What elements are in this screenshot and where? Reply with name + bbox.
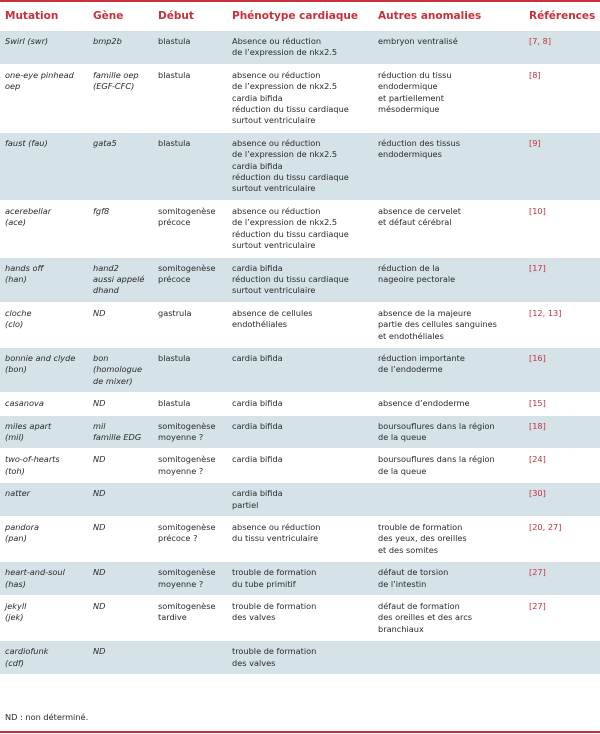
cell-debut-line: blastula [158, 36, 191, 46]
cell-phenotype [227, 449, 373, 483]
cell-references: [12, 13] [524, 302, 600, 347]
cell-gene [88, 449, 153, 483]
cell-phenotype-line: Absence ou réduction [232, 36, 322, 46]
cell-mutation-line: (jek) [5, 612, 24, 623]
cell-autres [373, 200, 524, 257]
cell-gene-line: gata5 [93, 137, 117, 148]
cell-gene-line: ND [93, 567, 106, 578]
header-gene: Gène [88, 2, 153, 31]
cell-mutation [0, 562, 88, 596]
cell-autres-line: des yeux, des oreilles [378, 533, 467, 544]
cell-phenotype [227, 393, 373, 415]
cell-mutation [0, 415, 88, 449]
cell-mutation [0, 517, 88, 562]
table-row [0, 200, 600, 257]
cell-autres-line: absence de la majeure [378, 307, 472, 318]
cell-phenotype-line: du tube primitif [232, 578, 296, 589]
table-row [0, 132, 600, 200]
cell-autres [373, 517, 524, 562]
cell-debut [153, 449, 227, 483]
cell-debut [153, 31, 227, 65]
cell-gene-line: bmp2b [93, 36, 122, 46]
cell-mutation-line: (has) [5, 578, 26, 589]
cell-mutation-line: one-eye pinhead [5, 69, 74, 80]
cell-autres-line: embryon ventralisé [378, 36, 458, 46]
cell-phenotype [227, 483, 373, 517]
cell-autres-line: et partiellement [378, 92, 444, 103]
cell-autres-line: défaut de torsion [378, 567, 449, 578]
cell-debut [153, 562, 227, 596]
cell-mutation-line: heart-and-soul [5, 567, 65, 578]
cell-debut-line: somitogenèse [158, 601, 216, 612]
cell-mutation-line: hands off [5, 262, 44, 273]
cell-phenotype-line: réduction du tissu cardiaque [232, 104, 349, 115]
cell-phenotype-line: absence ou réduction [232, 522, 321, 532]
cell-autres-line: et défaut cérébral [378, 217, 452, 228]
cell-phenotype-line: endothéliales [232, 319, 288, 330]
cell-debut [153, 302, 227, 347]
cell-mutation-line: (pan) [5, 533, 27, 544]
cell-autres-line: de l’endoderme [378, 364, 443, 375]
cell-gene-line: (homologue [93, 364, 143, 375]
cell-debut-line: précoce ? [158, 533, 198, 544]
cell-debut-line: précoce [158, 273, 191, 284]
mutations-table [0, 2, 600, 674]
cell-mutation-line: (bon) [5, 364, 27, 375]
cell-autres [373, 132, 524, 200]
cell-phenotype-line: absence ou réduction [232, 137, 321, 148]
cell-gene-line: ND [93, 488, 106, 499]
cell-debut [153, 257, 227, 302]
header-autres: Autres anomalies [373, 2, 524, 31]
cell-gene [88, 132, 153, 200]
cell-debut [153, 393, 227, 415]
cell-mutation [0, 64, 88, 132]
cell-debut-line: tardive [158, 612, 187, 623]
cell-gene-line: ND [93, 454, 106, 465]
table-row [0, 302, 600, 347]
cell-gene-line: de mixer) [93, 375, 133, 386]
cell-phenotype-line: réduction du tissu cardiaque [232, 273, 349, 284]
cell-phenotype-line: trouble de formation [232, 646, 317, 657]
cell-references: [27] [524, 562, 600, 596]
cell-mutation-line: Swirl (swr) [5, 36, 49, 46]
table-row [0, 257, 600, 302]
cell-mutation-line: cardiofunk [5, 646, 49, 657]
cell-gene [88, 347, 153, 392]
cell-gene [88, 257, 153, 302]
cell-phenotype-line: cardia bifida [232, 420, 283, 431]
cell-phenotype-line: trouble de formation [232, 567, 317, 578]
cell-phenotype-line: partiel [232, 499, 259, 510]
cell-autres-line: absence d’endoderme [378, 398, 470, 409]
cell-gene-line: famille EDG [93, 431, 142, 442]
cell-mutation [0, 132, 88, 200]
header-references: Références [524, 2, 600, 31]
cell-debut-line: somitogenèse [158, 567, 216, 578]
cell-debut [153, 415, 227, 449]
cell-references: [8] [524, 64, 600, 132]
cell-debut-line: somitogenèse [158, 522, 216, 532]
cell-debut-line: blastula [158, 352, 191, 363]
cell-references: [15] [524, 393, 600, 415]
footnote: ND : non déterminé. [5, 712, 89, 722]
cell-phenotype-line: réduction du tissu cardiaque [232, 228, 349, 239]
cell-phenotype [227, 562, 373, 596]
cell-debut-line: somitogenèse [158, 420, 216, 431]
cell-gene [88, 31, 153, 65]
cell-references: [30] [524, 483, 600, 517]
cell-mutation [0, 449, 88, 483]
cell-phenotype-line: des valves [232, 657, 276, 668]
cell-gene [88, 393, 153, 415]
table-row [0, 31, 600, 65]
cell-debut-line: moyenne ? [158, 578, 204, 589]
cell-phenotype-line: cardia bifida [232, 352, 283, 363]
cell-gene-line: dhand [93, 285, 119, 296]
cell-mutation-line: miles apart [5, 420, 52, 431]
table-row [0, 64, 600, 132]
cell-debut [153, 596, 227, 641]
cell-gene [88, 302, 153, 347]
cell-gene-line: fgf8 [93, 205, 110, 216]
cell-phenotype [227, 132, 373, 200]
cell-phenotype-line: trouble de formation [232, 601, 317, 612]
cell-gene [88, 200, 153, 257]
table-body [0, 31, 600, 675]
cell-gene [88, 596, 153, 641]
cell-autres-line: nageoire pectorale [378, 273, 456, 284]
cell-gene [88, 64, 153, 132]
table-row [0, 449, 600, 483]
cell-gene-line: ND [93, 522, 106, 532]
cell-autres-line: réduction importante [378, 352, 465, 363]
cell-phenotype-line: cardia bifida [232, 398, 283, 409]
cell-debut [153, 347, 227, 392]
cell-debut-line: moyenne ? [158, 465, 204, 476]
cell-autres-line: partie des cellules sanguines [378, 319, 497, 330]
cell-autres [373, 393, 524, 415]
cell-mutation [0, 31, 88, 65]
cell-debut-line: blastula [158, 137, 191, 148]
cell-mutation-line: natter [5, 488, 31, 499]
cell-phenotype [227, 64, 373, 132]
header-mutation: Mutation [0, 2, 88, 31]
cell-gene [88, 562, 153, 596]
cell-references: [18] [524, 415, 600, 449]
cell-autres-line: endodermique [378, 81, 438, 92]
cell-phenotype-line: absence ou réduction [232, 69, 321, 80]
cell-autres-line: réduction des tissus [378, 137, 460, 148]
cell-references: [9] [524, 132, 600, 200]
cell-gene-line: bon [93, 352, 109, 363]
header-debut: Début [153, 2, 227, 31]
cell-gene-line: ND [93, 601, 106, 612]
cell-autres [373, 596, 524, 641]
cell-mutation-line: casanova [5, 398, 44, 409]
cell-phenotype-line: surtout ventriculaire [232, 285, 316, 296]
cell-autres-line: des oreilles et des arcs [378, 612, 472, 623]
cell-mutation [0, 200, 88, 257]
cell-references: [24] [524, 449, 600, 483]
cell-references: [7, 8] [524, 31, 600, 65]
cell-mutation-line: acerebellar [5, 205, 52, 216]
cell-phenotype-line: réduction du tissu cardiaque [232, 172, 349, 183]
cell-references: [27] [524, 596, 600, 641]
table-row [0, 596, 600, 641]
table-row [0, 415, 600, 449]
cell-autres [373, 64, 524, 132]
cell-autres [373, 347, 524, 392]
cell-gene [88, 641, 153, 674]
cell-autres-line: défaut de formation [378, 601, 460, 612]
cell-debut [153, 64, 227, 132]
cell-debut-line: somitogenèse [158, 454, 216, 465]
cell-autres [373, 641, 524, 674]
cell-gene-line: ND [93, 307, 106, 318]
cell-phenotype-line: surtout ventriculaire [232, 183, 316, 194]
cell-debut-line: somitogenèse [158, 205, 216, 216]
cell-debut [153, 517, 227, 562]
cell-autres [373, 302, 524, 347]
header-phenotype: Phénotype cardiaque [227, 2, 373, 31]
cell-debut-line: somitogenèse [158, 262, 216, 273]
cell-autres-line: réduction de la [378, 262, 440, 273]
cell-phenotype-line: cardia bifida [232, 454, 283, 465]
cell-mutation [0, 393, 88, 415]
cell-phenotype-line: cardia bifida [232, 488, 283, 499]
cell-gene [88, 517, 153, 562]
cell-autres-line: boursouflures dans la région [378, 420, 495, 431]
cell-gene-line: hand2 [93, 262, 119, 273]
cell-phenotype [227, 517, 373, 562]
cell-phenotype-line: cardia bifida [232, 160, 283, 171]
cell-autres-line: absence de cervelet [378, 205, 461, 216]
cell-phenotype [227, 257, 373, 302]
cell-gene-line: ND [93, 646, 106, 657]
cell-phenotype [227, 347, 373, 392]
cell-mutation-line: two-of-hearts [5, 454, 60, 465]
table-row [0, 641, 600, 674]
cell-autres-line: de l’intestin [378, 578, 427, 589]
cell-mutation-line: (cdf) [5, 657, 24, 668]
cell-gene [88, 415, 153, 449]
cell-references: [20, 27] [524, 517, 600, 562]
cell-phenotype [227, 302, 373, 347]
cell-references: [10] [524, 200, 600, 257]
table-row [0, 483, 600, 517]
cell-autres-line: de la queue [378, 465, 427, 476]
cell-mutation-line: (han) [5, 273, 27, 284]
cell-phenotype-line: absence ou réduction [232, 205, 321, 216]
cell-phenotype [227, 596, 373, 641]
cell-mutation [0, 257, 88, 302]
cell-mutation [0, 347, 88, 392]
cell-mutation-line: (clo) [5, 319, 24, 330]
cell-autres [373, 449, 524, 483]
cell-autres-line: et endothéliales [378, 330, 444, 341]
cell-debut-line: moyenne ? [158, 431, 204, 442]
table-row [0, 517, 600, 562]
cell-autres-line: branchiaux [378, 623, 424, 634]
cell-debut-line: blastula [158, 398, 191, 409]
cell-gene [88, 483, 153, 517]
bottom-rule [0, 731, 600, 733]
cell-debut [153, 200, 227, 257]
cell-mutation [0, 483, 88, 517]
cell-gene-line: aussi appelé [93, 273, 145, 284]
cell-references: [16] [524, 347, 600, 392]
cell-phenotype-line: surtout ventriculaire [232, 240, 316, 251]
cell-phenotype-line: surtout ventriculaire [232, 115, 316, 126]
cell-phenotype-line: de l’expression de nkx2.5 [232, 81, 338, 92]
cell-gene-line: ND [93, 398, 106, 409]
cell-autres-line: trouble de formation [378, 522, 463, 532]
cell-autres [373, 31, 524, 65]
cell-debut-line: gastrula [158, 307, 192, 318]
cell-gene-line: famille oep [93, 69, 139, 80]
cell-autres-line: mésodermique [378, 104, 440, 115]
cell-phenotype-line: de l’expression de nkx2.5 [232, 217, 338, 228]
cell-autres-line: et des somites [378, 544, 438, 555]
cell-mutation-line: bonnie and clyde [5, 352, 76, 363]
cell-mutation-line: pandora [5, 522, 39, 532]
cell-mutation [0, 302, 88, 347]
cell-phenotype-line: des valves [232, 612, 276, 623]
cell-autres-line: réduction du tissu [378, 69, 452, 80]
cell-mutation-line: (toh) [5, 465, 25, 476]
cell-debut-line: blastula [158, 69, 191, 80]
cell-autres [373, 257, 524, 302]
cell-phenotype-line: de l’expression de nkx2.5 [232, 149, 338, 160]
cell-phenotype [227, 415, 373, 449]
table-row [0, 562, 600, 596]
cell-debut [153, 132, 227, 200]
table-row [0, 393, 600, 415]
cell-phenotype-line: cardia bifida [232, 262, 283, 273]
cell-phenotype [227, 641, 373, 674]
cell-autres [373, 415, 524, 449]
cell-autres [373, 562, 524, 596]
cell-phenotype-line: du tissu ventriculaire [232, 533, 319, 544]
cell-phenotype [227, 200, 373, 257]
cell-debut [153, 641, 227, 674]
cell-references [524, 641, 600, 674]
cell-phenotype-line: de l’expression de nkx2.5 [232, 47, 338, 58]
cell-mutation-line: cloche [5, 307, 32, 318]
cell-mutation [0, 596, 88, 641]
cell-mutation-line: (ace) [5, 217, 26, 228]
cell-phenotype-line: absence de cellules [232, 307, 313, 318]
cell-mutation-line: jekyll [5, 601, 27, 612]
cell-mutation-line: oep [5, 81, 21, 92]
cell-debut-line: précoce [158, 217, 191, 228]
header-row [0, 2, 600, 31]
cell-debut [153, 483, 227, 517]
cell-mutation-line: (mil) [5, 431, 24, 442]
cell-mutation [0, 641, 88, 674]
cell-phenotype [227, 31, 373, 65]
table-row [0, 347, 600, 392]
cell-gene-line: mil [93, 420, 106, 431]
cell-autres-line: de la queue [378, 431, 427, 442]
cell-mutation-line: faust (fau) [5, 137, 48, 148]
cell-gene-line: (EGF-CFC) [93, 81, 135, 92]
cell-references: [17] [524, 257, 600, 302]
cell-autres [373, 483, 524, 517]
cell-autres-line: endodermiques [378, 149, 442, 160]
cell-autres-line: boursouflures dans la région [378, 454, 495, 465]
cell-phenotype-line: cardia bifida [232, 92, 283, 103]
